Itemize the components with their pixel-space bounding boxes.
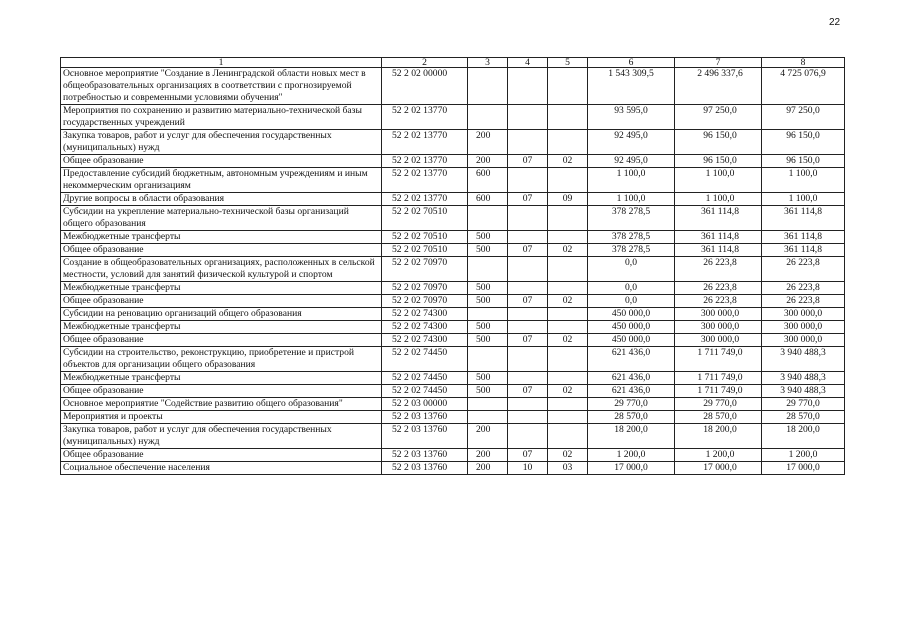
- cell-value-6: 92 495,0: [588, 130, 675, 155]
- cell-expense-type: 500: [468, 295, 508, 308]
- cell-value-6: 621 436,0: [588, 347, 675, 372]
- cell-value-6: 621 436,0: [588, 372, 675, 385]
- cell-section: [508, 231, 548, 244]
- cell-name: Создание в общеобразовательных организациях, расположенных в сельской местности, условий для занятий физической культурой и спортом: [61, 257, 382, 282]
- table-row: [61, 206, 845, 231]
- cell-value-8: 3 940 488,3: [762, 347, 845, 372]
- cell-expense-type: 200: [468, 155, 508, 168]
- cell-name: Субсидии на укрепление материально-технической базы организаций общего образования: [61, 206, 382, 231]
- cell-value-8: 26 223,8: [762, 257, 845, 282]
- table-row: [61, 282, 845, 295]
- cell-value-7: 29 770,0: [675, 398, 762, 411]
- cell-subsection: [548, 411, 588, 424]
- cell-section: 07: [508, 193, 548, 206]
- cell-value-6: 378 278,5: [588, 244, 675, 257]
- page-number: 22: [829, 17, 841, 28]
- cell-code: 52 2 03 13760: [382, 424, 468, 449]
- cell-name: Общее образование: [61, 449, 382, 462]
- cell-value-6: 450 000,0: [588, 308, 675, 321]
- cell-value-8: 300 000,0: [762, 308, 845, 321]
- cell-section: [508, 424, 548, 449]
- cell-expense-type: [468, 398, 508, 411]
- cell-value-8: 1 100,0: [762, 168, 845, 193]
- cell-value-8: 3 940 488,3: [762, 372, 845, 385]
- cell-code: 52 2 02 74300: [382, 308, 468, 321]
- cell-value-8: 28 570,0: [762, 411, 845, 424]
- cell-subsection: [548, 424, 588, 449]
- cell-name: Субсидии на строительство, реконструкцию, приобретение и пристрой объектов для организации общего образования: [61, 347, 382, 372]
- cell-name: Основное мероприятие "Содействие развитию общего образования": [61, 398, 382, 411]
- cell-name: Другие вопросы в области образования: [61, 193, 382, 206]
- cell-expense-type: 500: [468, 372, 508, 385]
- cell-value-6: 93 595,0: [588, 105, 675, 130]
- cell-value-8: 361 114,8: [762, 206, 845, 231]
- table-row: [61, 424, 845, 449]
- cell-code: 52 2 03 00000: [382, 398, 468, 411]
- cell-value-7: 17 000,0: [675, 462, 762, 475]
- cell-section: [508, 372, 548, 385]
- cell-code: 52 2 02 13770: [382, 168, 468, 193]
- header-col-7: 7: [675, 58, 762, 68]
- cell-expense-type: 200: [468, 449, 508, 462]
- cell-code: 52 2 02 74300: [382, 321, 468, 334]
- cell-code: 52 2 02 74450: [382, 372, 468, 385]
- cell-value-7: 26 223,8: [675, 282, 762, 295]
- cell-name: Общее образование: [61, 244, 382, 257]
- cell-subsection: [548, 231, 588, 244]
- table-row: [61, 257, 845, 282]
- cell-expense-type: 600: [468, 193, 508, 206]
- cell-value-8: 1 100,0: [762, 193, 845, 206]
- cell-code: 52 2 03 13760: [382, 462, 468, 475]
- cell-value-6: 92 495,0: [588, 155, 675, 168]
- cell-subsection: 03: [548, 462, 588, 475]
- cell-value-8: 96 150,0: [762, 130, 845, 155]
- cell-code: 52 2 03 13760: [382, 449, 468, 462]
- cell-value-6: 18 200,0: [588, 424, 675, 449]
- cell-section: [508, 398, 548, 411]
- cell-value-7: 96 150,0: [675, 155, 762, 168]
- cell-code: 52 2 02 74300: [382, 334, 468, 347]
- cell-value-7: 300 000,0: [675, 321, 762, 334]
- cell-expense-type: [468, 206, 508, 231]
- cell-section: [508, 68, 548, 105]
- cell-name: Основное мероприятие "Создание в Ленинградской области новых мест в общеобразовательных организациях в соответствии с прогнозируемой потребностью и современными условиями обучения": [61, 68, 382, 105]
- cell-section: 07: [508, 385, 548, 398]
- cell-section: [508, 282, 548, 295]
- cell-expense-type: 500: [468, 385, 508, 398]
- cell-subsection: 02: [548, 295, 588, 308]
- cell-section: [508, 130, 548, 155]
- cell-subsection: 02: [548, 155, 588, 168]
- table-row: [61, 295, 845, 308]
- cell-value-8: 1 200,0: [762, 449, 845, 462]
- table-row: [61, 411, 845, 424]
- cell-value-6: 29 770,0: [588, 398, 675, 411]
- cell-value-7: 96 150,0: [675, 130, 762, 155]
- cell-value-6: 1 200,0: [588, 449, 675, 462]
- cell-value-8: 361 114,8: [762, 231, 845, 244]
- table-row: [61, 68, 845, 105]
- cell-name: Общее образование: [61, 334, 382, 347]
- table-row: [61, 347, 845, 372]
- cell-value-7: 97 250,0: [675, 105, 762, 130]
- cell-expense-type: [468, 411, 508, 424]
- cell-name: Социальное обеспечение населения: [61, 462, 382, 475]
- cell-name: Предоставление субсидий бюджетным, автономным учреждениям и иным некоммерческим организациям: [61, 168, 382, 193]
- cell-name: Мероприятия по сохранению и развитию материально-технической базы государственных учреждений: [61, 105, 382, 130]
- table-row: [61, 372, 845, 385]
- cell-value-6: 378 278,5: [588, 231, 675, 244]
- cell-name: Межбюджетные трансферты: [61, 231, 382, 244]
- cell-name: Закупка товаров, работ и услуг для обеспечения государственных (муниципальных) нужд: [61, 424, 382, 449]
- cell-value-6: 0,0: [588, 282, 675, 295]
- cell-value-8: 26 223,8: [762, 282, 845, 295]
- header-col-1: 1: [61, 58, 382, 68]
- cell-section: [508, 105, 548, 130]
- cell-name: Межбюджетные трансферты: [61, 372, 382, 385]
- cell-expense-type: 200: [468, 424, 508, 449]
- cell-value-7: 1 711 749,0: [675, 372, 762, 385]
- cell-name: Общее образование: [61, 155, 382, 168]
- table-row: [61, 449, 845, 462]
- cell-code: 52 2 02 13770: [382, 193, 468, 206]
- table-row: [61, 321, 845, 334]
- cell-value-8: 26 223,8: [762, 295, 845, 308]
- cell-value-8: 29 770,0: [762, 398, 845, 411]
- cell-value-7: 361 114,8: [675, 244, 762, 257]
- cell-expense-type: [468, 308, 508, 321]
- cell-section: [508, 308, 548, 321]
- cell-subsection: [548, 321, 588, 334]
- table-row: [61, 244, 845, 257]
- cell-value-7: 1 100,0: [675, 193, 762, 206]
- cell-subsection: [548, 130, 588, 155]
- header-col-2: 2: [382, 58, 468, 68]
- cell-value-8: 18 200,0: [762, 424, 845, 449]
- cell-code: 52 2 02 13770: [382, 155, 468, 168]
- cell-section: 07: [508, 244, 548, 257]
- cell-subsection: [548, 347, 588, 372]
- cell-subsection: 02: [548, 449, 588, 462]
- cell-value-6: 28 570,0: [588, 411, 675, 424]
- cell-expense-type: [468, 347, 508, 372]
- header-col-3: 3: [468, 58, 508, 68]
- cell-subsection: 02: [548, 385, 588, 398]
- cell-section: [508, 321, 548, 334]
- cell-expense-type: 500: [468, 334, 508, 347]
- table-row: [61, 334, 845, 347]
- cell-value-7: 1 711 749,0: [675, 347, 762, 372]
- header-col-8: 8: [762, 58, 845, 68]
- cell-code: 52 2 02 70510: [382, 231, 468, 244]
- cell-subsection: [548, 257, 588, 282]
- cell-value-8: 97 250,0: [762, 105, 845, 130]
- cell-section: [508, 257, 548, 282]
- cell-value-6: 450 000,0: [588, 334, 675, 347]
- cell-code: 52 2 02 70970: [382, 282, 468, 295]
- cell-name: Общее образование: [61, 295, 382, 308]
- cell-code: 52 2 02 74450: [382, 385, 468, 398]
- table-row: [61, 308, 845, 321]
- cell-value-7: 26 223,8: [675, 257, 762, 282]
- budget-table: [60, 57, 845, 475]
- cell-value-8: 361 114,8: [762, 244, 845, 257]
- cell-expense-type: 500: [468, 244, 508, 257]
- cell-section: 07: [508, 449, 548, 462]
- cell-subsection: [548, 105, 588, 130]
- cell-value-8: 300 000,0: [762, 334, 845, 347]
- cell-subsection: [548, 206, 588, 231]
- cell-value-7: 26 223,8: [675, 295, 762, 308]
- cell-value-6: 0,0: [588, 295, 675, 308]
- cell-code: 52 2 02 70970: [382, 295, 468, 308]
- cell-name: Закупка товаров, работ и услуг для обеспечения государственных (муниципальных) нужд: [61, 130, 382, 155]
- table-row: [61, 385, 845, 398]
- header-col-6: 6: [588, 58, 675, 68]
- cell-value-6: 1 100,0: [588, 168, 675, 193]
- cell-value-8: 3 940 488,3: [762, 385, 845, 398]
- cell-value-7: 300 000,0: [675, 308, 762, 321]
- table-body: [61, 68, 845, 475]
- table-row: [61, 398, 845, 411]
- cell-subsection: [548, 68, 588, 105]
- cell-section: 07: [508, 295, 548, 308]
- cell-subsection: [548, 398, 588, 411]
- cell-expense-type: 500: [468, 282, 508, 295]
- cell-value-7: 1 100,0: [675, 168, 762, 193]
- cell-value-8: 300 000,0: [762, 321, 845, 334]
- cell-name: Мероприятия и проекты: [61, 411, 382, 424]
- cell-expense-type: 200: [468, 130, 508, 155]
- table-row: [61, 168, 845, 193]
- cell-value-7: 28 570,0: [675, 411, 762, 424]
- cell-value-6: 17 000,0: [588, 462, 675, 475]
- cell-name: Межбюджетные трансферты: [61, 282, 382, 295]
- cell-section: [508, 347, 548, 372]
- cell-section: [508, 168, 548, 193]
- cell-expense-type: [468, 105, 508, 130]
- cell-value-8: 4 725 076,9: [762, 68, 845, 105]
- cell-subsection: [548, 308, 588, 321]
- cell-value-7: 361 114,8: [675, 231, 762, 244]
- cell-section: 10: [508, 462, 548, 475]
- cell-expense-type: [468, 68, 508, 105]
- header-col-4: 4: [508, 58, 548, 68]
- cell-value-6: 1 543 309,5: [588, 68, 675, 105]
- cell-section: 07: [508, 155, 548, 168]
- cell-expense-type: 500: [468, 321, 508, 334]
- cell-value-7: 1 200,0: [675, 449, 762, 462]
- cell-code: 52 2 03 13760: [382, 411, 468, 424]
- cell-value-6: 0,0: [588, 257, 675, 282]
- table-row: [61, 231, 845, 244]
- cell-value-7: 361 114,8: [675, 206, 762, 231]
- cell-expense-type: 200: [468, 462, 508, 475]
- header-col-5: 5: [548, 58, 588, 68]
- cell-name: Субсидии на реновацию организаций общего образования: [61, 308, 382, 321]
- cell-value-6: 621 436,0: [588, 385, 675, 398]
- cell-code: 52 2 02 13770: [382, 130, 468, 155]
- cell-code: 52 2 02 70510: [382, 206, 468, 231]
- cell-subsection: 02: [548, 244, 588, 257]
- cell-code: 52 2 02 70510: [382, 244, 468, 257]
- cell-name: Общее образование: [61, 385, 382, 398]
- cell-section: [508, 411, 548, 424]
- cell-expense-type: [468, 257, 508, 282]
- cell-subsection: [548, 372, 588, 385]
- cell-subsection: [548, 282, 588, 295]
- table-header-row: [61, 58, 845, 68]
- cell-value-7: 300 000,0: [675, 334, 762, 347]
- cell-name: Межбюджетные трансферты: [61, 321, 382, 334]
- cell-code: 52 2 02 00000: [382, 68, 468, 105]
- cell-value-8: 17 000,0: [762, 462, 845, 475]
- cell-value-7: 18 200,0: [675, 424, 762, 449]
- table-row: [61, 462, 845, 475]
- table-row: [61, 130, 845, 155]
- cell-expense-type: 500: [468, 231, 508, 244]
- cell-value-6: 378 278,5: [588, 206, 675, 231]
- cell-code: 52 2 02 74450: [382, 347, 468, 372]
- cell-code: 52 2 02 13770: [382, 105, 468, 130]
- cell-value-6: 450 000,0: [588, 321, 675, 334]
- cell-value-6: 1 100,0: [588, 193, 675, 206]
- table-row: [61, 193, 845, 206]
- cell-expense-type: 600: [468, 168, 508, 193]
- cell-subsection: 02: [548, 334, 588, 347]
- table-row: [61, 105, 845, 130]
- cell-section: 07: [508, 334, 548, 347]
- cell-value-7: 1 711 749,0: [675, 385, 762, 398]
- cell-subsection: [548, 168, 588, 193]
- table-row: [61, 155, 845, 168]
- cell-section: [508, 206, 548, 231]
- cell-value-7: 2 496 337,6: [675, 68, 762, 105]
- cell-code: 52 2 02 70970: [382, 257, 468, 282]
- cell-subsection: 09: [548, 193, 588, 206]
- cell-value-8: 96 150,0: [762, 155, 845, 168]
